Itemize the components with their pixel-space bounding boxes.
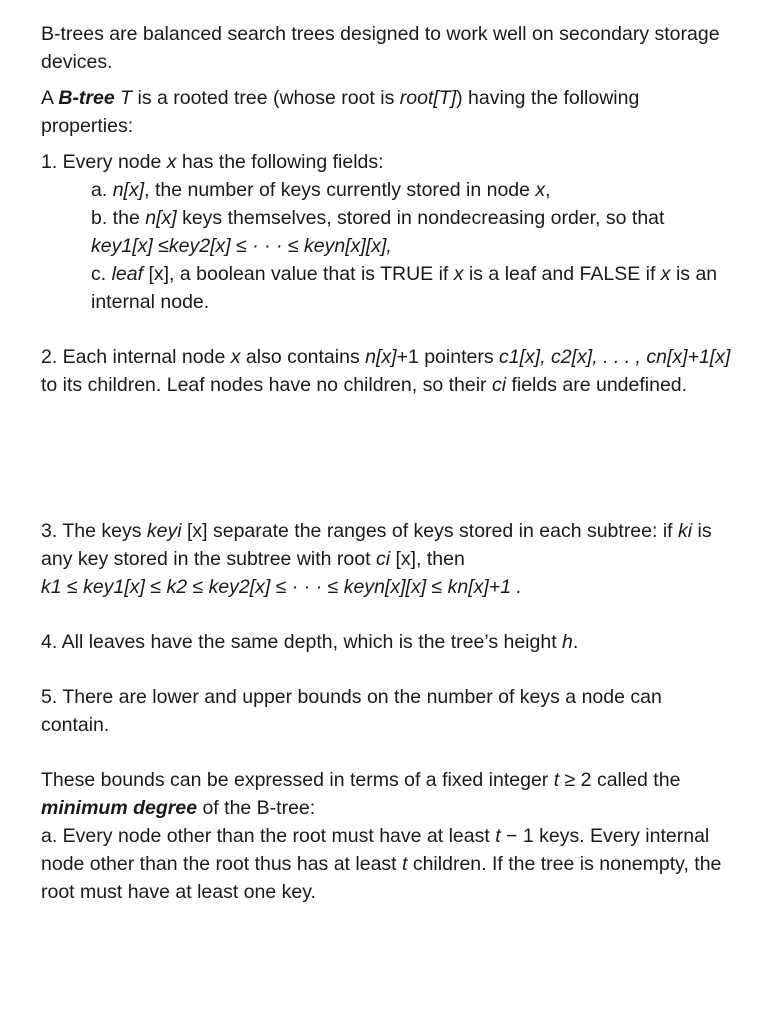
property-1b-prefix: b. the [91,207,146,229]
definition-prefix: A [41,87,59,109]
property-1-lead [41,148,731,176]
b-tree-term: B-tree [58,87,115,109]
property-2-p2: also contains [240,346,366,368]
property-3 [41,517,731,601]
property-5: 5. There are lower and upper bounds on the number of keys a node can contain. [41,686,662,736]
property-3-ci: ci [375,548,391,570]
property-3-p1: 3. The keys [41,520,147,542]
property-2-var-x: x [230,346,241,368]
bounds-p3: of the B-tree: [197,797,316,819]
property-2-p4: to its children. Leaf nodes have no children, so their [41,374,492,396]
property-1c-var1: x [453,263,464,285]
property-1b-expr: n[x] [145,207,177,229]
definition-paragraph [41,84,731,140]
property-3-p4: [x], then [390,548,465,570]
document-page [41,20,731,906]
bounds-t: t [553,769,560,791]
property-1c-expr: leaf [111,263,144,285]
intro-paragraph: B-trees are balanced search trees designed to work well on secondary storage devices. [41,23,720,73]
property-1-lead-b: has the following fields: [176,151,384,173]
bounds-a-p3: children. If the tree is nonempty, the root must have at least one key. [41,853,722,903]
property-2 [41,343,731,399]
property-1a-expr: n[x] [112,179,145,201]
property-4-h: h [562,631,573,653]
property-1a-end: , [545,179,551,201]
bounds-paragraph [41,766,731,906]
bounds-a-p1: a. Every node other than the root must have at least [41,825,496,847]
spacer [41,316,731,343]
property-4 [41,628,731,656]
property-3-p3: is any key stored in the subtree with root [41,520,712,570]
property-1a-mid: , the number of keys currently stored in node [144,179,536,201]
property-1c [91,260,731,316]
property-1a [91,176,731,204]
spacer [41,739,731,766]
property-2-p1: 2. Each internal node [41,346,231,368]
property-3-formula: k1 ≤ key1[x] ≤ k2 ≤ key2[x] ≤ · · · ≤ keyn[x][x] ≤ kn[x]+1 . [41,576,522,598]
bounds-a-t2: t [402,853,408,875]
property-1-subitems [91,176,731,316]
property-1c-var2: x [660,263,671,285]
var-T: T [120,87,133,109]
bounds-a-t: t [495,825,501,847]
property-4-p1: 4. All leaves have the same depth, which is the tree’s height [41,631,563,653]
property-2-expr-n: n[x] [365,346,397,368]
property-1a-prefix: a. [91,179,113,201]
property-2-ci: ci [491,374,507,396]
property-4-p2: . [572,631,579,653]
property-3-keyi: keyi [146,520,182,542]
property-1c-end: is an internal node. [91,263,718,313]
property-3-ki: ki [678,520,693,542]
property-1c-mid1: [x], a boolean value that is TRUE if [143,263,454,285]
property-1 [41,148,731,316]
bounds-p1: These bounds can be expressed in terms of a fixed integer [41,769,554,791]
spacer [41,601,731,628]
property-2-pointers: c1[x], c2[x], . . . , cn[x]+1[x] [499,346,731,368]
root-bracket: [T] [433,87,457,109]
property-1b-formula: key1[x] ≤key2[x] ≤ · · · ≤ keyn[x][x], [91,235,392,257]
property-1a-var: x [535,179,546,201]
root-expr: root [399,87,434,109]
spacer [41,656,731,683]
property-1c-prefix: c. [91,263,112,285]
bounds-a-p2: − 1 keys. Every internal node other than the root thus has at least [41,825,710,875]
property-1c-mid2: is a leaf and FALSE if [463,263,661,285]
property-1b-text: keys themselves, stored in nondecreasing order, so that [176,207,665,229]
property-3-p2: [x] separate the ranges of keys stored in each subtree: if [181,520,679,542]
spacer [41,399,731,517]
property-1-lead-a: 1. Every node [41,151,167,173]
minimum-degree-term: minimum degree [41,797,198,819]
property-1b [91,204,731,260]
var-x: x [166,151,177,173]
property-2-p3: +1 pointers [396,346,500,368]
property-2-p5: fields are undefined. [506,374,688,396]
bounds-p2: ≥ 2 called the [559,769,681,791]
definition-suffix: ) having the following properties: [41,87,640,137]
definition-mid: is a rooted tree (whose root is [132,87,400,109]
